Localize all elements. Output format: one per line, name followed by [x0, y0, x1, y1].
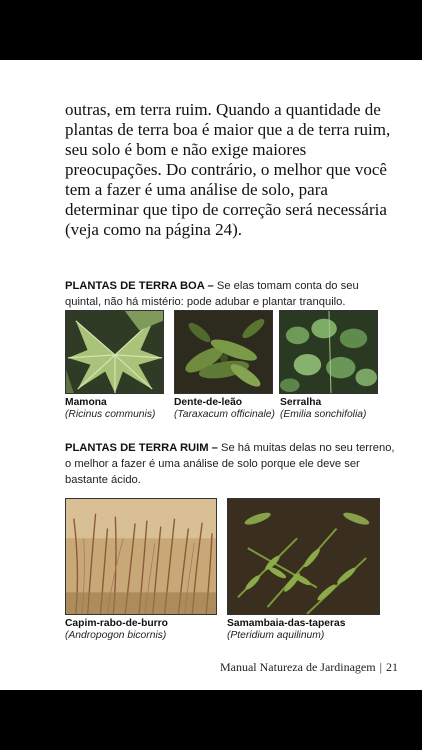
plant-scientific-name: (Taraxacum officinale) — [174, 409, 275, 420]
serralha-photo — [279, 310, 378, 394]
dente-de-leao-photo — [174, 310, 273, 394]
plant-scientific-name: (Pteridium aquilinum) — [227, 630, 325, 641]
serralha-caption — [280, 397, 366, 421]
mamona-caption — [65, 397, 155, 421]
capim-rabo-de-burro-photo — [65, 498, 217, 615]
section-bad-heading: PLANTAS DE TERRA RUIM – — [65, 442, 218, 454]
mamona-photo — [65, 310, 164, 394]
plant-name: Mamona — [65, 397, 107, 408]
plant-scientific-name: (Emilia sonchifolia) — [280, 409, 367, 420]
plant-name: Samambaia-das-taperas — [227, 618, 346, 629]
book-title: Manual Natureza de Jardinagem — [219, 660, 376, 674]
capim-caption — [65, 618, 168, 642]
samambaia-caption — [227, 618, 345, 642]
bottom-black-bar — [0, 690, 422, 750]
plant-name: Capim-rabo-de-burro — [65, 618, 168, 629]
plant-name: Serralha — [280, 397, 322, 408]
top-black-bar — [0, 0, 422, 60]
section-bad-plants — [65, 440, 395, 488]
section-good-plants — [65, 278, 395, 310]
dente-de-leao-caption — [174, 397, 275, 421]
plant-scientific-name: (Ricinus communis) — [65, 409, 156, 420]
footer-separator: | — [379, 660, 382, 674]
plant-scientific-name: (Andropogon bicornis) — [65, 630, 167, 641]
plant-name: Dente-de-leão — [174, 397, 243, 408]
section-good-text: Se elas tomam conta do seu quintal, não há mistério: pode adubar e plantar tranquilo. — [65, 280, 359, 308]
samambaia-das-taperas-photo — [227, 498, 380, 615]
section-good-heading: PLANTAS DE TERRA BOA – — [65, 280, 214, 292]
book-page — [0, 60, 422, 690]
body-paragraph: outras, em terra ruim. Quando a quantidade de plantas de terra boa é maior que a de terra ruim, seu solo é bom e não exige maiores preocupações. Do contrário, o melhor que você tem a fazer é uma análise de solo, para determinar que tipo de correção será necessária (veja como na página 24). — [65, 100, 391, 239]
page-number: 21 — [386, 660, 398, 674]
page-footer — [220, 660, 398, 675]
section-bad-text: Se há muitas delas no seu terreno, o melhor a fazer é uma análise de solo porque ele deve ser bastante ácido. — [65, 442, 395, 486]
